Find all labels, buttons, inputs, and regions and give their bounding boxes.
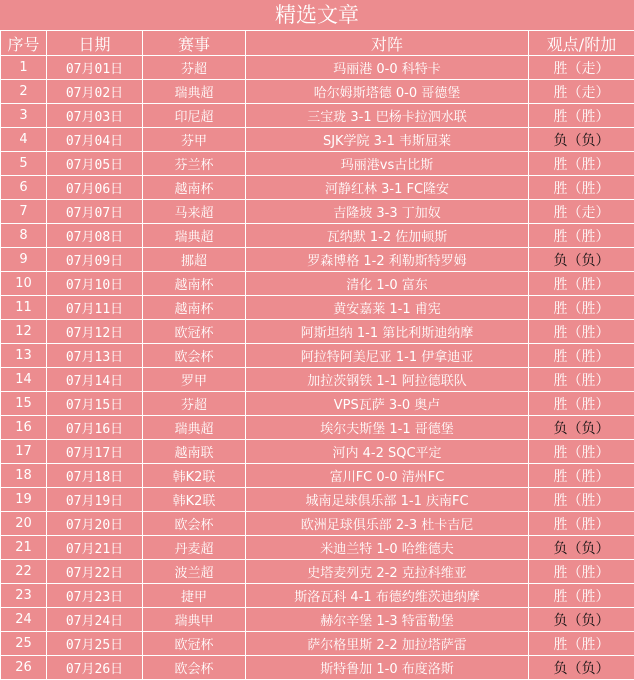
table-row: [1, 584, 634, 608]
row-date-cell: 07月19日: [47, 488, 143, 512]
row-result-cell: 胜（胜）: [529, 464, 634, 488]
row-result-cell: 胜（胜）: [529, 440, 634, 464]
row-result-cell: 胜（胜）: [529, 584, 634, 608]
row-number-cell: 5: [1, 152, 47, 176]
row-date-cell: 07月14日: [47, 368, 143, 392]
table-row: [1, 128, 634, 152]
row-result-cell: 负（负）: [529, 608, 634, 632]
row-date-cell: 07月08日: [47, 224, 143, 248]
row-date-cell: 07月25日: [47, 632, 143, 656]
row-number-cell: 7: [1, 200, 47, 224]
row-result-cell: 胜（胜）: [529, 320, 634, 344]
table-row: [1, 488, 634, 512]
row-league-cell: 欧冠杯: [143, 320, 246, 344]
row-league-cell: 越南杯: [143, 296, 246, 320]
row-match-cell: 欧洲足球俱乐部 2-3 杜卡吉尼: [246, 512, 529, 536]
row-league-cell: 罗甲: [143, 368, 246, 392]
row-league-cell: 瑞典超: [143, 416, 246, 440]
table-row: [1, 248, 634, 272]
row-date-cell: 07月17日: [47, 440, 143, 464]
row-match-cell: 瓦纳默 1-2 佐加顿斯: [246, 224, 529, 248]
row-number-cell: 16: [1, 416, 47, 440]
row-result-cell: 胜（胜）: [529, 152, 634, 176]
table-header-row: [1, 31, 634, 56]
row-number-cell: 13: [1, 344, 47, 368]
table-row: [1, 320, 634, 344]
row-league-cell: 越南联: [143, 440, 246, 464]
row-match-cell: SJK学院 3-1 韦斯屈莱: [246, 128, 529, 152]
table-body: [1, 56, 634, 680]
row-match-cell: 河静红林 3-1 FC隆安: [246, 176, 529, 200]
row-match-cell: 哈尔姆斯塔德 0-0 哥德堡: [246, 80, 529, 104]
row-league-cell: 芬兰杯: [143, 152, 246, 176]
row-number-cell: 10: [1, 272, 47, 296]
row-match-cell: 玛丽港 0-0 科特卡: [246, 56, 529, 80]
row-match-cell: VPS瓦萨 3-0 奥卢: [246, 392, 529, 416]
table-row: [1, 104, 634, 128]
row-match-cell: 三宝珑 3-1 巴杨卡拉泗水联: [246, 104, 529, 128]
row-result-cell: 胜（胜）: [529, 632, 634, 656]
row-date-cell: 07月09日: [47, 248, 143, 272]
row-date-cell: 07月21日: [47, 536, 143, 560]
row-date-cell: 07月07日: [47, 200, 143, 224]
row-league-cell: 印尼超: [143, 104, 246, 128]
row-date-cell: 07月05日: [47, 152, 143, 176]
row-match-cell: 城南足球俱乐部 1-1 庆南FC: [246, 488, 529, 512]
row-result-cell: 胜（走）: [529, 56, 634, 80]
row-league-cell: 瑞典超: [143, 80, 246, 104]
table-row: [1, 176, 634, 200]
row-result-cell: 胜（胜）: [529, 224, 634, 248]
row-number-cell: 11: [1, 296, 47, 320]
row-number-cell: 8: [1, 224, 47, 248]
header-match: 对阵: [246, 31, 529, 56]
table-row: [1, 80, 634, 104]
row-date-cell: 07月10日: [47, 272, 143, 296]
row-number-cell: 18: [1, 464, 47, 488]
row-result-cell: 胜（胜）: [529, 368, 634, 392]
row-date-cell: 07月06日: [47, 176, 143, 200]
table-row: [1, 296, 634, 320]
row-number-cell: 1: [1, 56, 47, 80]
header-league: 赛事: [143, 31, 246, 56]
row-match-cell: 玛丽港vs古比斯: [246, 152, 529, 176]
row-match-cell: 斯特鲁加 1-0 布度洛斯: [246, 656, 529, 680]
row-league-cell: 韩K2联: [143, 464, 246, 488]
row-match-cell: 史塔麦列克 2-2 克拉科维亚: [246, 560, 529, 584]
table-row: [1, 344, 634, 368]
row-result-cell: 胜（胜）: [529, 296, 634, 320]
row-match-cell: 富川FC 0-0 清州FC: [246, 464, 529, 488]
row-result-cell: 负（负）: [529, 656, 634, 680]
row-result-cell: 胜（走）: [529, 200, 634, 224]
row-result-cell: 胜（胜）: [529, 176, 634, 200]
row-number-cell: 12: [1, 320, 47, 344]
row-number-cell: 2: [1, 80, 47, 104]
row-result-cell: 胜（胜）: [529, 272, 634, 296]
row-date-cell: 07月26日: [47, 656, 143, 680]
row-number-cell: 9: [1, 248, 47, 272]
row-match-cell: 阿斯坦纳 1-1 第比利斯迪纳摩: [246, 320, 529, 344]
row-match-cell: 河内 4-2 SQC平定: [246, 440, 529, 464]
row-number-cell: 22: [1, 560, 47, 584]
row-number-cell: 21: [1, 536, 47, 560]
header-date: 日期: [47, 31, 143, 56]
row-match-cell: 清化 1-0 富东: [246, 272, 529, 296]
row-match-cell: 萨尔格里斯 2-2 加拉塔萨雷: [246, 632, 529, 656]
row-match-cell: 赫尔辛堡 1-3 特雷勒堡: [246, 608, 529, 632]
table-row: [1, 224, 634, 248]
table-row: [1, 416, 634, 440]
row-match-cell: 吉隆坡 3-3 丁加奴: [246, 200, 529, 224]
row-result-cell: 胜（胜）: [529, 560, 634, 584]
row-result-cell: 胜（胜）: [529, 104, 634, 128]
row-match-cell: 加拉茨钢铁 1-1 阿拉德联队: [246, 368, 529, 392]
table-row: [1, 56, 634, 80]
row-league-cell: 挪超: [143, 248, 246, 272]
table-row: [1, 440, 634, 464]
row-match-cell: 罗森博格 1-2 利勒斯特罗姆: [246, 248, 529, 272]
row-number-cell: 20: [1, 512, 47, 536]
row-number-cell: 14: [1, 368, 47, 392]
row-date-cell: 07月03日: [47, 104, 143, 128]
row-date-cell: 07月11日: [47, 296, 143, 320]
row-league-cell: 越南杯: [143, 176, 246, 200]
row-match-cell: 黄安嘉莱 1-1 甫宪: [246, 296, 529, 320]
row-league-cell: 捷甲: [143, 584, 246, 608]
row-result-cell: 胜（胜）: [529, 488, 634, 512]
row-number-cell: 15: [1, 392, 47, 416]
row-number-cell: 23: [1, 584, 47, 608]
row-league-cell: 欧冠杯: [143, 632, 246, 656]
row-number-cell: 26: [1, 656, 47, 680]
row-date-cell: 07月02日: [47, 80, 143, 104]
table-row: [1, 560, 634, 584]
row-match-cell: 埃尔夫斯堡 1-1 哥德堡: [246, 416, 529, 440]
row-league-cell: 欧会杯: [143, 656, 246, 680]
row-league-cell: 丹麦超: [143, 536, 246, 560]
row-date-cell: 07月24日: [47, 608, 143, 632]
table-row: [1, 656, 634, 680]
articles-table: [0, 31, 634, 680]
row-date-cell: 07月18日: [47, 464, 143, 488]
table-row: [1, 152, 634, 176]
row-result-cell: 负（负）: [529, 128, 634, 152]
row-league-cell: 越南杯: [143, 272, 246, 296]
row-league-cell: 马来超: [143, 200, 246, 224]
row-result-cell: 负（负）: [529, 536, 634, 560]
row-date-cell: 07月15日: [47, 392, 143, 416]
header-result: 观点/附加: [529, 31, 634, 56]
row-date-cell: 07月01日: [47, 56, 143, 80]
table-row: [1, 200, 634, 224]
table-row: [1, 464, 634, 488]
row-number-cell: 19: [1, 488, 47, 512]
row-league-cell: 瑞典甲: [143, 608, 246, 632]
table-row: [1, 368, 634, 392]
row-result-cell: 胜（胜）: [529, 392, 634, 416]
row-date-cell: 07月04日: [47, 128, 143, 152]
row-date-cell: 07月23日: [47, 584, 143, 608]
row-result-cell: 负（负）: [529, 248, 634, 272]
row-number-cell: 24: [1, 608, 47, 632]
row-number-cell: 4: [1, 128, 47, 152]
table-row: [1, 608, 634, 632]
row-date-cell: 07月13日: [47, 344, 143, 368]
row-league-cell: 波兰超: [143, 560, 246, 584]
row-date-cell: 07月12日: [47, 320, 143, 344]
row-match-cell: 阿拉特阿美尼亚 1-1 伊拿迪亚: [246, 344, 529, 368]
table-row: [1, 392, 634, 416]
row-league-cell: 芬超: [143, 56, 246, 80]
table-row: [1, 632, 634, 656]
row-number-cell: 6: [1, 176, 47, 200]
row-league-cell: 芬超: [143, 392, 246, 416]
row-league-cell: 欧会杯: [143, 512, 246, 536]
row-result-cell: 胜（胜）: [529, 344, 634, 368]
table-row: [1, 536, 634, 560]
header-no: 序号: [1, 31, 47, 56]
row-number-cell: 3: [1, 104, 47, 128]
row-number-cell: 17: [1, 440, 47, 464]
table-row: [1, 272, 634, 296]
row-result-cell: 负（负）: [529, 416, 634, 440]
row-league-cell: 韩K2联: [143, 488, 246, 512]
row-league-cell: 芬甲: [143, 128, 246, 152]
row-match-cell: 斯洛瓦科 4-1 布德约维茨迪纳摩: [246, 584, 529, 608]
row-date-cell: 07月22日: [47, 560, 143, 584]
page-title: 精选文章: [0, 0, 634, 31]
row-result-cell: 胜（走）: [529, 80, 634, 104]
table-row: [1, 512, 634, 536]
row-date-cell: 07月20日: [47, 512, 143, 536]
row-league-cell: 欧会杯: [143, 344, 246, 368]
row-number-cell: 25: [1, 632, 47, 656]
row-match-cell: 米迪兰特 1-0 哈维德夫: [246, 536, 529, 560]
row-result-cell: 胜（胜）: [529, 512, 634, 536]
row-date-cell: 07月16日: [47, 416, 143, 440]
row-league-cell: 瑞典超: [143, 224, 246, 248]
